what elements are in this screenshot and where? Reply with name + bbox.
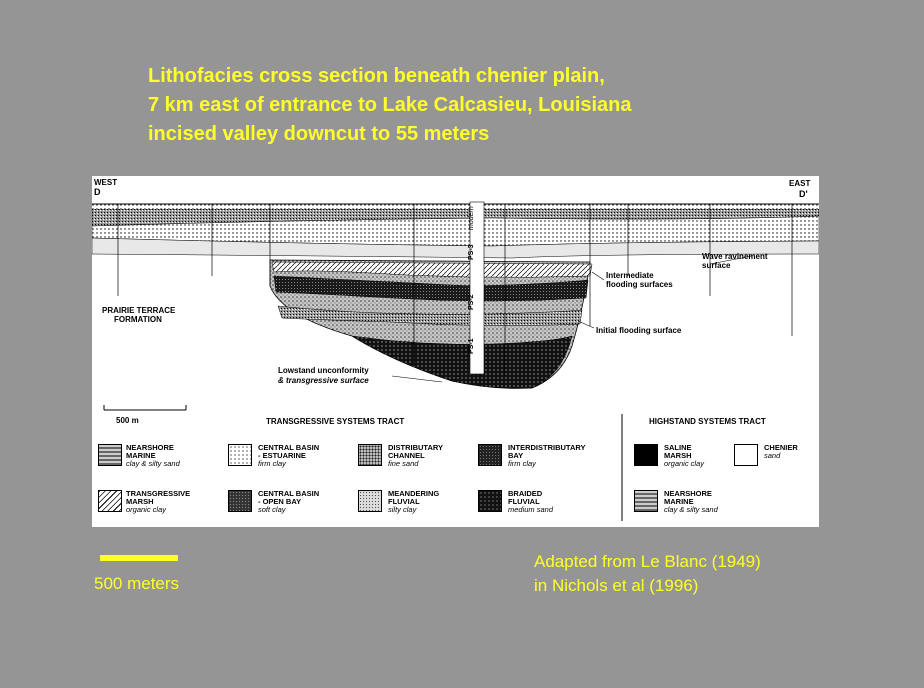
lowstand-label-1: Lowstand unconformity: [278, 366, 369, 375]
credit-line-2: in Nichols et al (1996): [534, 576, 699, 595]
credit-line-1: Adapted from Le Blanc (1949): [534, 552, 761, 571]
scale-bar-label: 500 meters: [94, 574, 180, 593]
legend-nearshore-hst: NEARSHORE MARINE clay & silty sand: [664, 489, 718, 514]
legend-distributary: DISTRIBUTARY CHANNEL fine sand: [388, 443, 443, 468]
initial-flooding-label: Initial flooding surface: [596, 326, 682, 335]
title-line-2: 7 km east of entrance to Lake Calcasieu, Louisiana: [148, 94, 632, 116]
legend-swatch-nearshore-hst: [634, 490, 658, 512]
legend-swatch-transgressive-marsh: [98, 490, 122, 512]
legend-braided: BRAIDED FLUVIAL medium sand: [508, 489, 554, 514]
prairie-label-2: FORMATION: [114, 315, 162, 324]
cross-section-drawing: [92, 176, 819, 527]
wave-label-1: Wave ravinement: [702, 252, 768, 261]
legend-swatch-nearshore: [98, 444, 122, 466]
ps3-label: PS-3: [468, 244, 475, 260]
east-label: EAST: [789, 179, 811, 188]
legend-swatch-saline-marsh: [634, 444, 658, 466]
legend-meandering: MEANDERING FLUVIAL silty clay: [388, 489, 440, 514]
legend-saline-marsh: SALINE MARSH organic clay: [664, 443, 705, 468]
scale-bar: [100, 555, 178, 561]
ps2-label: PS-2: [468, 294, 475, 310]
tst-heading: TRANSGRESSIVE SYSTEMS TRACT: [266, 417, 405, 426]
legend-swatch-interdistributary: [478, 444, 502, 466]
legend-estuarine: CENTRAL BASIN - ESTUARINE firm clay: [258, 443, 320, 468]
section-panel: [92, 202, 819, 521]
title-line-3: incised valley downcut to 55 meters: [148, 123, 490, 145]
lowstand-label-2: & transgressive surface: [278, 376, 369, 385]
legend-swatch-chenier: [734, 444, 758, 466]
cross-section-figure: [92, 176, 819, 527]
modern-label: modern: [468, 206, 475, 230]
ps1-label: PS-1: [468, 338, 475, 354]
source-credit: [534, 550, 761, 598]
title-line-1: Lithofacies cross section beneath chenier plain,: [148, 65, 605, 87]
prairie-label-1: PRAIRIE TERRACE: [102, 306, 176, 315]
intermediate-label-2: flooding surfaces: [606, 280, 673, 289]
west-letter: D: [94, 187, 101, 197]
legend-chenier: CHENIER sand: [764, 443, 798, 460]
east-letter: D': [799, 189, 808, 199]
legend-nearshore: NEARSHORE MARINE clay & silty sand: [126, 443, 180, 468]
wave-label-2: surface: [702, 261, 731, 270]
legend-swatch-distributary: [358, 444, 382, 466]
legend-swatch-braided: [478, 490, 502, 512]
legend-swatch-estuarine: [228, 444, 252, 466]
hst-heading: HIGHSTAND SYSTEMS TRACT: [649, 417, 766, 426]
legend-transgressive-marsh: TRANSGRESSIVE MARSH organic clay: [126, 489, 191, 514]
legend-swatch-open-bay: [228, 490, 252, 512]
scale-label: 500 m: [116, 416, 139, 425]
legend-interdistributary: INTERDISTRIBUTARY BAY firm clay: [508, 443, 586, 468]
legend-open-bay: CENTRAL BASIN - OPEN BAY soft clay: [258, 489, 320, 514]
legend-swatch-meandering: [358, 490, 382, 512]
intermediate-label-1: Intermediate: [606, 271, 654, 280]
slide-title: [148, 62, 848, 149]
west-label: WEST: [94, 178, 118, 187]
